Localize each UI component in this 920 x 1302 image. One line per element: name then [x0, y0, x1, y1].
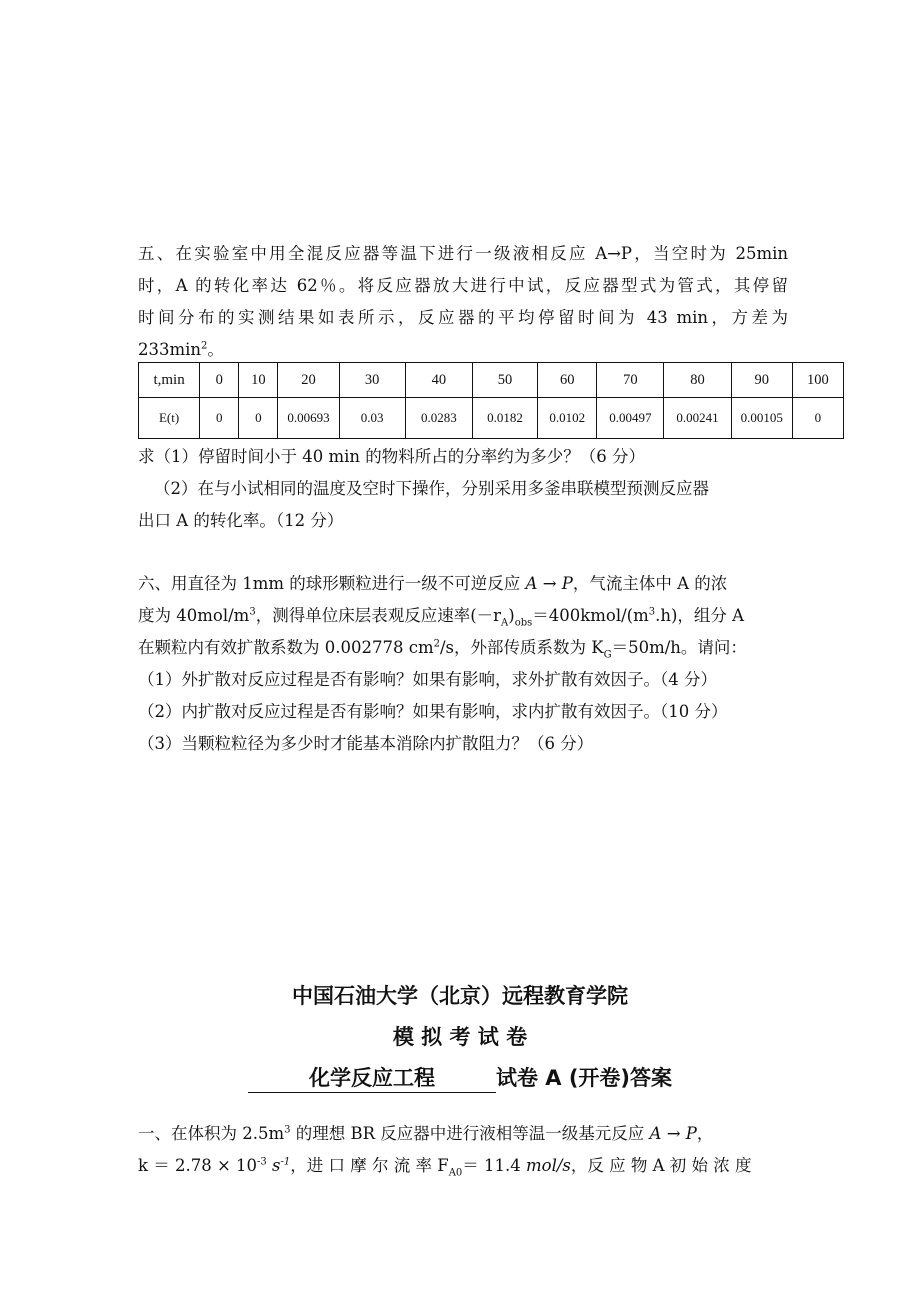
q6-line-1: 六、用直径为 1mm 的球形颗粒进行一级不可逆反应 A → P，气流主体中 A 的浓: [138, 574, 728, 593]
table-cell: 0.00105: [731, 398, 792, 439]
table-cell: 40: [405, 363, 472, 398]
a1-line-1: 一、在体积为 $2.5m^3$ 的理想 BR 反应器中进行液相等温一级基元反应 A → P，: [138, 1124, 714, 1143]
question-5-asks: [138, 441, 798, 537]
table-cell: 0: [200, 363, 239, 398]
table-cell: 90: [731, 363, 792, 398]
q5-ask-1: 求（1）停留时间小于 40 min 的物料所占的分率约为多少？（6 分）: [138, 447, 646, 466]
table-cell: 0.0182: [472, 398, 537, 439]
table-cell: 0: [200, 398, 239, 439]
q5-ask-2a: （2）在与小试相同的温度及空时下操作，分别采用多釜串联模型预测反应器: [154, 479, 709, 498]
q6-sub-2: （2）内扩散对反应过程是否有影响？如果有影响，求内扩散有效因子。（10 分）: [138, 702, 728, 721]
table-cell: 0.00497: [597, 398, 664, 439]
q6-sub-3: （3）当颗粒粒径为多少时才能基本消除内扩散阻力？（6 分）: [138, 734, 594, 753]
course-name: 化学反应工程: [248, 1062, 496, 1093]
a1-line-2: $k = 2.78 \times 10^{-3}$ $s^{-1}$，进 口 摩 尔 流 率 $F_{A0}= 11.4$ mol/s，反 应 物 A 初 始 浓 度: [138, 1156, 752, 1179]
table-cell: 0.0283: [405, 398, 472, 439]
rtd-table: [138, 362, 844, 439]
q6-line-2: 度为 $40mol/m^3$，测得单位床层表观反应速率$(-r_A)_{obs}=400kmol/(m^3.h)$，组分 A: [138, 606, 745, 629]
table-cell: 30: [339, 363, 405, 398]
exam-title: 模 拟 考 试 卷: [392, 1025, 528, 1049]
q5-ask-2b: 出口 A 的转化率。（12 分）: [138, 511, 344, 530]
question-5: [138, 238, 788, 366]
table-cell: 100: [792, 363, 843, 398]
table-cell: 80: [664, 363, 731, 398]
time-header-cell: t,min: [139, 363, 200, 398]
answer-1: [138, 1118, 788, 1182]
table-cell: 0.0102: [538, 398, 597, 439]
q6-sub-1: （1）外扩散对反应过程是否有影响？如果有影响，求外扩散有效因子。（4 分）: [138, 670, 717, 689]
exam-suffix: 试卷 A (开卷)答案: [495, 1066, 673, 1090]
table-row-e: [139, 398, 844, 439]
q6-line-3: 在颗粒内有效扩散系数为 0.002778 $cm^2/s$，外部传质系数为 $K_G=50m/h$。请问：: [138, 638, 747, 661]
table-cell: 0.00693: [278, 398, 339, 439]
table-cell: 0: [239, 398, 278, 439]
table-cell: 0.00241: [664, 398, 731, 439]
q5-line-1: 五、在实验室中用全混反应器等温下进行一级液相反应 A→P，当空时为 25min: [138, 244, 788, 263]
table-row-time: [139, 363, 844, 398]
e-header-cell: E(t): [139, 398, 200, 439]
table-cell: 70: [597, 363, 664, 398]
table-cell: 60: [538, 363, 597, 398]
school-title: 中国石油大学（北京）远程教育学院: [292, 984, 628, 1008]
table-cell: 20: [278, 363, 339, 398]
table-cell: 0: [792, 398, 843, 439]
q5-line-4: $233\min^2$。: [138, 340, 224, 359]
table-cell: 50: [472, 363, 537, 398]
table-cell: 0.03: [339, 398, 405, 439]
q5-line-3: 时间分布的实测结果如表所示，反应器的平均停留时间为 43 min，方差为: [138, 308, 788, 327]
q5-line-2: 时，A 的转化率达 62％。将反应器放大进行中试，反应器型式为管式，其停留: [138, 276, 788, 295]
question-6: [138, 568, 788, 760]
table-cell: 10: [239, 363, 278, 398]
course-title-line: [0, 1062, 920, 1093]
